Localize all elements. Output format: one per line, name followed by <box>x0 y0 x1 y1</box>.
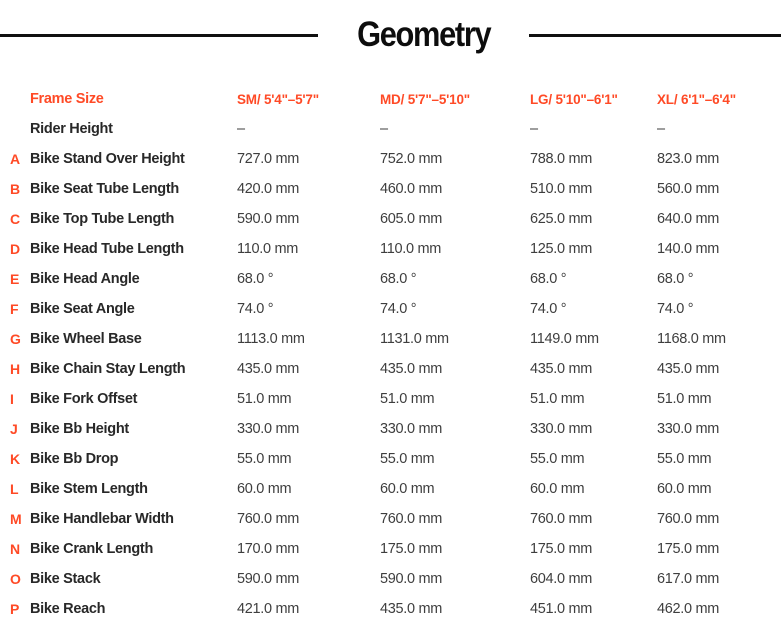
table-row <box>0 564 781 594</box>
row-label: Rider Height <box>30 121 113 137</box>
table-row <box>0 294 781 324</box>
row-letter: E <box>10 271 20 287</box>
table-row <box>0 354 781 384</box>
size-column-header-md: MD/ 5'7"–5'10" <box>380 91 470 107</box>
cell-value: 590.0 mm <box>380 571 443 587</box>
cell-value: 74.0 ° <box>657 301 694 317</box>
page-header <box>0 0 781 58</box>
row-label: Bike Seat Angle <box>30 301 135 317</box>
row-letter: P <box>10 601 20 617</box>
row-letter: G <box>10 331 21 347</box>
size-column-header-lg: LG/ 5'10"–6'1" <box>530 91 618 107</box>
cell-value: 435.0 mm <box>380 361 443 377</box>
row-letter: O <box>10 571 21 587</box>
cell-value: 1131.0 mm <box>380 331 449 347</box>
cell-value: 175.0 mm <box>380 541 443 557</box>
cell-value: – <box>237 121 245 137</box>
row-label: Bike Stack <box>30 571 101 587</box>
row-letter: A <box>10 151 20 167</box>
cell-value: 1113.0 mm <box>237 331 305 347</box>
row-letter: I <box>10 391 14 407</box>
geometry-table <box>0 84 781 624</box>
cell-value: 51.0 mm <box>380 391 435 407</box>
row-letter: L <box>10 481 19 497</box>
cell-value: 727.0 mm <box>237 151 300 167</box>
row-letter: B <box>10 181 20 197</box>
cell-value: 421.0 mm <box>237 601 300 617</box>
cell-value: 74.0 ° <box>380 301 417 317</box>
cell-value: 60.0 mm <box>530 481 585 497</box>
table-header-row <box>0 84 781 114</box>
table-row <box>0 114 781 144</box>
cell-value: 590.0 mm <box>237 211 300 227</box>
cell-value: 435.0 mm <box>237 361 300 377</box>
cell-value: 760.0 mm <box>237 511 300 527</box>
cell-value: 51.0 mm <box>657 391 712 407</box>
row-label: Bike Head Tube Length <box>30 241 184 257</box>
cell-value: 140.0 mm <box>657 241 720 257</box>
row-letter: N <box>10 541 20 557</box>
title-rule-left <box>0 34 318 37</box>
cell-value: 68.0 ° <box>237 271 274 287</box>
cell-value: – <box>657 121 665 137</box>
cell-value: 175.0 mm <box>530 541 593 557</box>
table-row <box>0 144 781 174</box>
row-letter: M <box>10 511 22 527</box>
title-rule-right <box>529 34 781 37</box>
page-title: Geometry <box>357 15 491 54</box>
cell-value: 110.0 mm <box>380 241 441 257</box>
cell-value: 451.0 mm <box>530 601 593 617</box>
cell-value: 788.0 mm <box>530 151 593 167</box>
cell-value: 175.0 mm <box>657 541 720 557</box>
table-row <box>0 534 781 564</box>
cell-value: 51.0 mm <box>237 391 292 407</box>
cell-value: 68.0 ° <box>657 271 694 287</box>
cell-value: 752.0 mm <box>380 151 443 167</box>
cell-value: 60.0 mm <box>237 481 292 497</box>
cell-value: 617.0 mm <box>657 571 720 587</box>
row-label: Bike Seat Tube Length <box>30 181 179 197</box>
table-row <box>0 384 781 414</box>
table-row <box>0 414 781 444</box>
table-row <box>0 204 781 234</box>
row-label: Bike Wheel Base <box>30 331 142 347</box>
cell-value: 590.0 mm <box>237 571 300 587</box>
table-row <box>0 504 781 534</box>
cell-value: 110.0 mm <box>237 241 298 257</box>
cell-value: 330.0 mm <box>380 421 443 437</box>
cell-value: 510.0 mm <box>530 181 593 197</box>
cell-value: 60.0 mm <box>380 481 435 497</box>
cell-value: 462.0 mm <box>657 601 720 617</box>
size-column-header-sm: SM/ 5'4"–5'7" <box>237 91 319 107</box>
cell-value: – <box>530 121 538 137</box>
row-label: Bike Crank Length <box>30 541 154 557</box>
cell-value: 55.0 mm <box>380 451 435 467</box>
cell-value: 55.0 mm <box>237 451 292 467</box>
cell-value: 760.0 mm <box>380 511 443 527</box>
cell-value: 605.0 mm <box>380 211 443 227</box>
row-letter: D <box>10 241 20 257</box>
cell-value: 55.0 mm <box>657 451 712 467</box>
cell-value: 74.0 ° <box>530 301 567 317</box>
row-label: Bike Stem Length <box>30 481 148 497</box>
row-label: Bike Head Angle <box>30 271 140 287</box>
cell-value: 125.0 mm <box>530 241 593 257</box>
cell-value: 460.0 mm <box>380 181 443 197</box>
cell-value: 640.0 mm <box>657 211 720 227</box>
table-row <box>0 444 781 474</box>
row-letter: C <box>10 211 20 227</box>
table-row <box>0 474 781 504</box>
cell-value: 330.0 mm <box>530 421 593 437</box>
cell-value: 330.0 mm <box>657 421 720 437</box>
row-label: Bike Bb Height <box>30 421 129 437</box>
size-column-header-xl: XL/ 6'1"–6'4" <box>657 91 736 107</box>
table-row <box>0 324 781 354</box>
cell-value: 74.0 ° <box>237 301 274 317</box>
row-label: Bike Stand Over Height <box>30 151 185 167</box>
cell-value: 170.0 mm <box>237 541 300 557</box>
row-label: Bike Chain Stay Length <box>30 361 186 377</box>
cell-value: 55.0 mm <box>530 451 585 467</box>
cell-value: 68.0 ° <box>380 271 417 287</box>
cell-value: 435.0 mm <box>530 361 593 377</box>
table-row <box>0 264 781 294</box>
cell-value: 823.0 mm <box>657 151 720 167</box>
row-letter: J <box>10 421 18 437</box>
row-label: Bike Reach <box>30 601 106 617</box>
row-letter: H <box>10 361 20 377</box>
row-label: Bike Handlebar Width <box>30 511 174 527</box>
cell-value: 51.0 mm <box>530 391 585 407</box>
cell-value: 560.0 mm <box>657 181 720 197</box>
row-letter: K <box>10 451 20 467</box>
cell-value: 60.0 mm <box>657 481 712 497</box>
cell-value: 604.0 mm <box>530 571 593 587</box>
cell-value: 435.0 mm <box>380 601 443 617</box>
cell-value: 760.0 mm <box>657 511 720 527</box>
cell-value: 1168.0 mm <box>657 331 726 347</box>
table-row <box>0 594 781 624</box>
row-label: Bike Top Tube Length <box>30 211 175 227</box>
cell-value: 68.0 ° <box>530 271 567 287</box>
row-label: Bike Fork Offset <box>30 391 138 407</box>
cell-value: 1149.0 mm <box>530 331 599 347</box>
frame-size-header: Frame Size <box>30 91 104 107</box>
table-row <box>0 234 781 264</box>
table-row <box>0 174 781 204</box>
cell-value: 760.0 mm <box>530 511 593 527</box>
cell-value: 420.0 mm <box>237 181 300 197</box>
cell-value: 435.0 mm <box>657 361 720 377</box>
cell-value: 625.0 mm <box>530 211 593 227</box>
row-label: Bike Bb Drop <box>30 451 119 467</box>
cell-value: 330.0 mm <box>237 421 300 437</box>
cell-value: – <box>380 121 388 137</box>
row-letter: F <box>10 301 19 317</box>
